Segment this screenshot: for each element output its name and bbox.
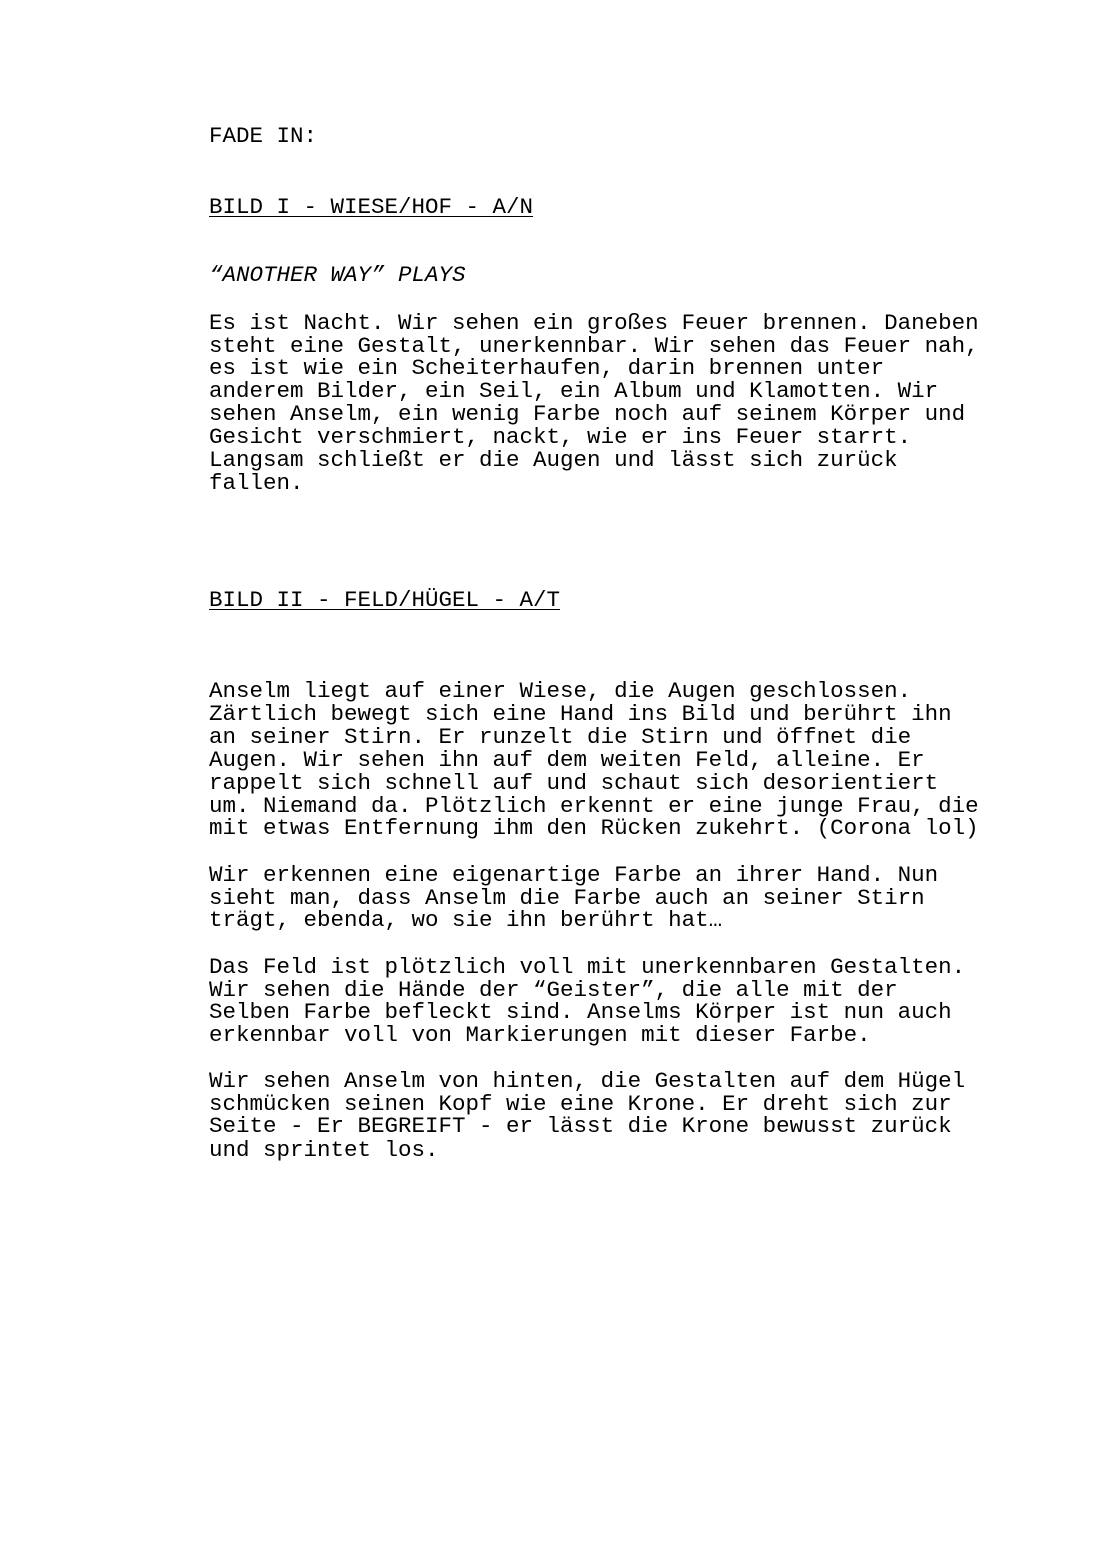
action-line: Selben Farbe befleckt sind. Anselms Körper ist nun auch [209,999,952,1025]
action-line: fallen. [209,470,304,496]
action-line: Langsam schließt er die Augen und lässt sich zurück [209,447,898,473]
action-line: sehen Anselm, ein wenig Farbe noch auf seinem Körper und [209,401,966,427]
action-line: Gesicht verschmiert, nackt, wie er ins Feuer starrt. [209,424,912,450]
action-line: es ist wie ein Scheiterhaufen, darin brennen unter [209,355,885,381]
action-line: rappelt sich schnell auf und schaut sich desorientiert [209,770,939,796]
action-line: Seite - Er BEGREIFT - er lässt die Krone bewusst zurück [209,1113,952,1139]
action-line: Wir sehen Anselm von hinten, die Gestalten auf dem Hügel [209,1068,966,1094]
scene-heading-2: BILD II - FELD/HÜGEL - A/T [209,587,561,613]
action-line: um. Niemand da. Plötzlich erkennt er eine junge Frau, die [209,793,979,819]
action-line: Zärtlich bewegt sich eine Hand ins Bild und berührt ihn [209,701,952,727]
action-line: trägt, ebenda, wo sie ihn berührt hat… [209,907,723,933]
action-line: anderem Bilder, ein Seil, ein Album und Klamotten. Wir [209,378,939,404]
scene-heading-1: BILD I - WIESE/HOF - A/N [209,194,534,220]
action-line: steht eine Gestalt, unerkennbar. Wir sehen das Feuer nah, [209,333,979,359]
action-line: Wir erkennen eine eigenartige Farbe an ihrer Hand. Nun [209,862,939,888]
action-line: und sprintet los. [209,1137,439,1163]
fade-in-transition: FADE IN: [209,123,318,149]
action-line: erkennbar voll von Markierungen mit dieser Farbe. [209,1022,871,1048]
action-line: Anselm liegt auf einer Wiese, die Augen geschlossen. [209,678,912,704]
action-line: Es ist Nacht. Wir sehen ein großes Feuer brennen. Daneben [209,310,979,336]
action-line: an seiner Stirn. Er runzelt die Stirn und öffnet die [209,724,912,750]
action-line: sieht man, dass Anselm die Farbe auch an seiner Stirn [209,885,925,911]
action-line: Augen. Wir sehen ihn auf dem weiten Feld, alleine. Er [209,747,925,773]
action-line: Wir sehen die Hände der “Geister”, die alle mit der [209,977,898,1003]
action-line: Das Feld ist plötzlich voll mit unerkennbaren Gestalten. [209,954,966,980]
action-line: schmücken seinen Kopf wie eine Krone. Er dreht sich zur [209,1091,952,1117]
action-line: mit etwas Entfernung ihm den Rücken zukehrt. (Corona lol) [209,815,979,841]
music-cue: “ANOTHER WAY” PLAYS [209,262,466,288]
